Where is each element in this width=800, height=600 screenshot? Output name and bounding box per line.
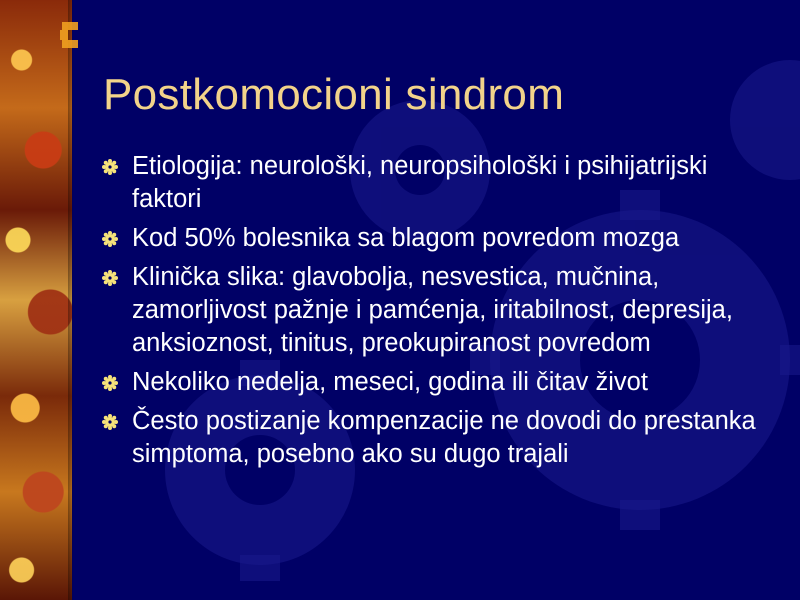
slide-title: Postkomocioni sindrom: [103, 70, 565, 119]
gear-bullet-icon: [102, 231, 118, 247]
bullet-item: [102, 222, 782, 255]
bullet-text: Etiologija: neurološki, neuropsihološki i psihijatrijski faktori: [132, 152, 708, 213]
bullet-list: [102, 150, 782, 477]
gear-bullet-icon: [102, 375, 118, 391]
bullet-text: Često postizanje kompenzacije ne dovodi do prestanka simptoma, posebno ako su dugo trajali: [132, 407, 756, 468]
gear-bullet-icon: [102, 414, 118, 430]
gear-bullet-icon: [102, 270, 118, 286]
bullet-text: Kod 50% bolesnika sa blagom povredom mozga: [132, 224, 680, 252]
bullet-text: Klinička slika: glavobolja, nesvestica, mučnina, zamorljivost pažnje i pamćenja, iritabilnost, depresija, anksioznost, tinitus, preokupiranost povredom: [132, 263, 733, 357]
bullet-item: [102, 405, 782, 471]
bullet-item: [102, 366, 782, 399]
bullet-item: [102, 150, 782, 216]
bullet-item: [102, 261, 782, 360]
bullet-text: Nekoliko nedelja, meseci, godina ili čitav život: [132, 368, 648, 396]
gear-bullet-icon: [102, 159, 118, 175]
